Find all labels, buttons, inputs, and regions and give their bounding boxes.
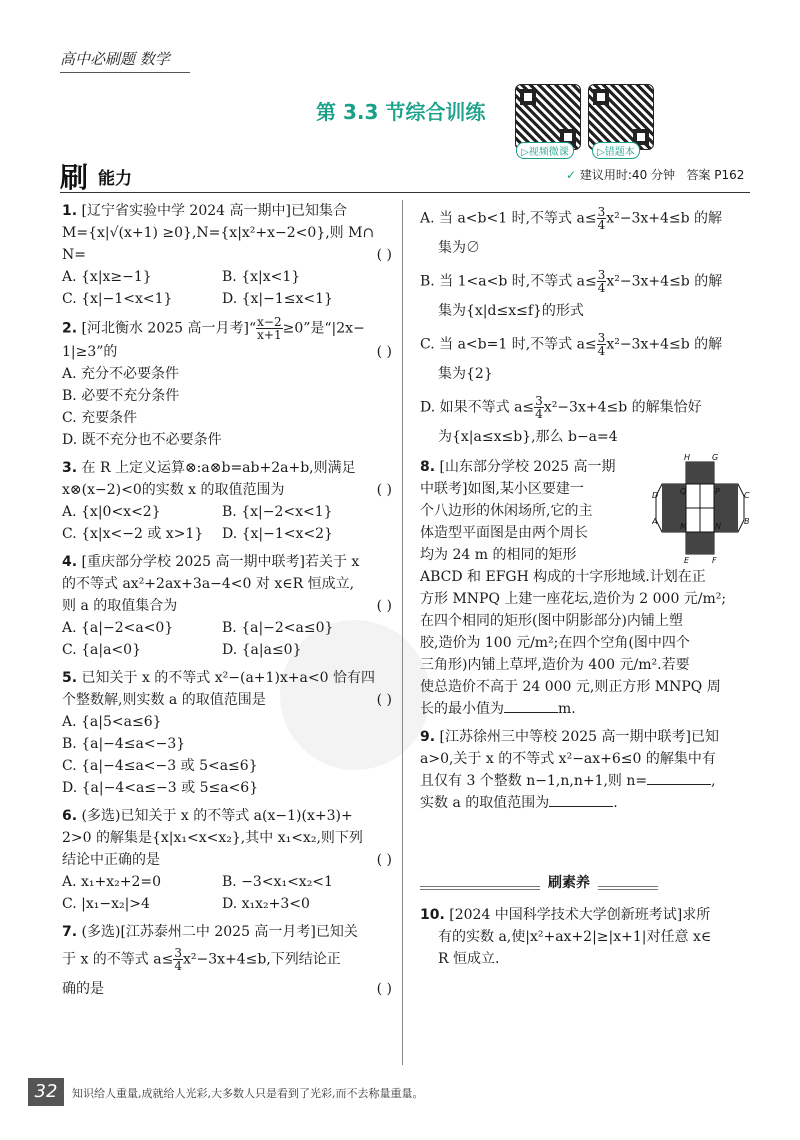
option[interactable]: A. x₁+x₂+2=0 xyxy=(62,874,162,890)
suggested-time: 建议用时:40 分钟 xyxy=(579,168,676,182)
option[interactable]: A. {x|0<x<2} xyxy=(62,504,161,520)
question-1: 1. [辽宁省实验中学 2024 高一期中]已知集合 M={x|√(x+1) ≥0},N={x|x²+x−2<0},则 M∩ N= ( ) A. {x|x≥−1} B. {x|x<1} C. {x|−1<x<1} D. {x|−1≤x<1} xyxy=(62,200,392,310)
q7-option-c[interactable]: C. 当 a<b=1 时,不等式 a≤ $\frac{3}{4}$ x²−3x+4≤b 的解 集为{2} xyxy=(420,331,723,382)
option[interactable]: D. {x|−1≤x<1} xyxy=(222,291,333,307)
check-icon: ✓ xyxy=(566,168,577,182)
question-9: 9. [江苏徐州三中等校 2025 高一期中联考]已知 a>0,关于 x 的不等式 x²−ax+6≤0 的解集中有 且仅有 3 个整数 n−1,n,n+1,则 n= , 实数 a 的取值范围为 . xyxy=(420,729,719,811)
qr-video-label: ▷视频微课 xyxy=(516,142,574,159)
ability-label: 能力 xyxy=(98,169,132,189)
footer-quote: 知识给人重量,成就给人光彩,大多数人只是看到了光彩,而不去称量重量。 xyxy=(72,1087,424,1100)
label-M: M xyxy=(680,522,687,531)
option[interactable]: C. 充要条件 xyxy=(62,410,138,426)
label-N: N xyxy=(715,522,721,531)
left-column xyxy=(62,200,392,1000)
option[interactable]: A. 充分不必要条件 xyxy=(62,366,180,382)
q7-option-d[interactable]: D. 如果不等式 a≤ $\frac{3}{4}$ x²−3x+4≤b 的解集恰好 为{x|a≤x≤b},那么 b−a=4 xyxy=(420,394,702,445)
option[interactable]: C. {a|a<0} xyxy=(62,642,141,658)
option[interactable]: D. x₁x₂+3<0 xyxy=(222,896,310,912)
label-E: E xyxy=(684,556,690,564)
q7-option-b[interactable]: B. 当 1<a<b 时,不等式 a≤ $\frac{3}{4}$ x²−3x+4≤b 的解 集为{x|d≤x≤f}的形式 xyxy=(420,268,723,319)
option[interactable]: B. {a|−4≤a<−3} xyxy=(62,736,186,752)
answer-ref: 答案 P162 xyxy=(686,168,745,182)
question-7: 7. (多选)[江苏泰州二中 2025 高一月考]已知关 于 x 的不等式 a≤ $\frac{3}{4}$ x²−3x+4≤b,下列结论正 确的是 ( ) xyxy=(62,924,392,997)
question-6: 6. (多选)已知关于 x 的不等式 a(x−1)(x+3)+ 2>0 的解集是{x|x₁<x<x₂},其中 x₁<x₂,则下列 结论中正确的是 ( ) A. x₁+x₂+2=0 B. −3<x₁<x₂<1 C. |x₁−x₂|>4 D. x₁x₂+3<0 xyxy=(62,805,392,915)
column-divider xyxy=(402,200,403,1065)
qr-error-label: ▷错题本 xyxy=(592,142,640,159)
qr-code-errors[interactable] xyxy=(588,84,654,150)
page-number: 32 xyxy=(28,1078,64,1106)
question-10: 10. [2024 中国科学技术大学创新班考试]求所 有的实数 a,使|x²+ax+2|≥|x+1|对任意 x∈ R 恒成立. xyxy=(420,907,712,967)
option[interactable]: A. {x|x≥−1} xyxy=(62,269,152,285)
option[interactable]: B. −3<x₁<x₂<1 xyxy=(222,874,333,890)
label-F: F xyxy=(712,556,717,564)
section-title: 第 3.3 节综合训练 xyxy=(316,100,486,124)
option[interactable]: D. 既不充分也不必要条件 xyxy=(62,432,222,448)
label-C: C xyxy=(744,491,750,500)
question-2: 2. [河北衡水 2025 高一月考]“ $\frac{x-2}{x+1}$ ≥0”是“|2x− 1|≥3”的 ( ) A. 充分不必要条件 B. 必要不充分条件 C. 充要条件 D. 既不充分也不必要条件 xyxy=(62,316,392,451)
option[interactable]: A. {a|−2<a<0} xyxy=(62,620,174,636)
answer-blank[interactable] xyxy=(647,784,711,785)
option[interactable]: A. {a|5<a≤6} xyxy=(62,714,162,730)
book-header: 高中必刷题 数学 xyxy=(60,50,170,68)
label-G: G xyxy=(712,454,719,462)
option[interactable]: D. {a|−4<a≤−3 或 5≤a<6} xyxy=(62,780,259,796)
ability-mark: 刷 xyxy=(60,161,89,194)
qr-code-video[interactable] xyxy=(515,84,581,150)
suggestion xyxy=(566,166,744,183)
cross-figure xyxy=(652,454,752,564)
option[interactable]: C. {x|x<−2 或 x>1} xyxy=(62,526,204,542)
option[interactable]: B. 必要不充分条件 xyxy=(62,388,180,404)
q7-option-a[interactable]: A. 当 a<b<1 时,不等式 a≤ $\frac{3}{4}$ x²−3x+4≤b 的解 集为∅ xyxy=(420,205,723,256)
label-B: B xyxy=(744,517,750,526)
option[interactable]: D. {x|−1<x<2} xyxy=(222,526,333,542)
answer-blank[interactable] xyxy=(549,806,613,807)
option[interactable]: B. {x|−2<x<1} xyxy=(222,504,333,520)
header-rule xyxy=(60,72,190,73)
label-Q: Q xyxy=(680,487,687,496)
option[interactable]: C. |x₁−x₂|>4 xyxy=(62,896,150,912)
question-4: 4. [重庆部分学校 2025 高一期中联考]若关于 x 的不等式 ax²+2ax+3a−4<0 对 x∈R 恒成立, 则 a 的取值集合为 ( ) A. {a|−2<a<0} B. {a|−2<a≤0} C. {a|a<0} D. {a|a≤0} xyxy=(62,551,392,661)
right-column xyxy=(420,206,750,814)
option[interactable]: C. {a|−4≤a<−3 或 5<a≤6} xyxy=(62,758,258,774)
option[interactable]: C. {x|−1<x<1} xyxy=(62,291,173,307)
section-2-label: 刷素养 xyxy=(548,875,590,891)
question-5: 5. 已知关于 x 的不等式 x²−(a+1)x+a<0 恰有四 个整数解,则实数 a 的取值范围是 ( ) A. {a|5<a≤6} B. {a|−4≤a<−3} C. {a|−4≤a<−3 或 5<a≤6} D. {a|−4<a≤−3 或 5≤a<6} xyxy=(62,667,392,799)
label-P: P xyxy=(715,487,720,496)
question-3: 3. 在 R 上定义运算⊗:a⊗b=ab+2a+b,则满足 x⊗(x−2)<0的实数 x 的取值范围为 ( ) A. {x|0<x<2} B. {x|−2<x<1} C. {x|x<−2 或 x>1} D. {x|−1<x<2} xyxy=(62,457,392,545)
label-D: D xyxy=(652,491,659,500)
option[interactable]: B. {a|−2<a≤0} xyxy=(222,620,334,636)
option[interactable]: D. {a|a≤0} xyxy=(222,642,302,658)
label-H: H xyxy=(684,454,691,462)
section-rule xyxy=(60,192,750,193)
option[interactable]: B. {x|x<1} xyxy=(222,269,301,285)
question-8: 8. [山东部分学校 2025 高一期 中联考]如图,某小区要建一 个八边形的休闲场所,它的主 体造型平面图是由两个周长 均为 24 m 的相同的矩形 ABCD 和 EFGH 构成的十字形地域.计划在正 方形 MNPQ 上建一座花坛,造价为 2 000 元/m²; 在四个相同的矩形(图中阴影部分)内铺上塑 胶,造价为 100 元/m²;在四个空角(图中四个 三角形)内铺上草坪,造价为 400 元/m².若要 使总造价不高于 24 000 元,则正方形 MNPQ 周 长的最小值为 m. H G D C A B E F Q P M N xyxy=(420,456,750,720)
section-2-header xyxy=(420,872,750,892)
label-A: A xyxy=(652,517,658,526)
